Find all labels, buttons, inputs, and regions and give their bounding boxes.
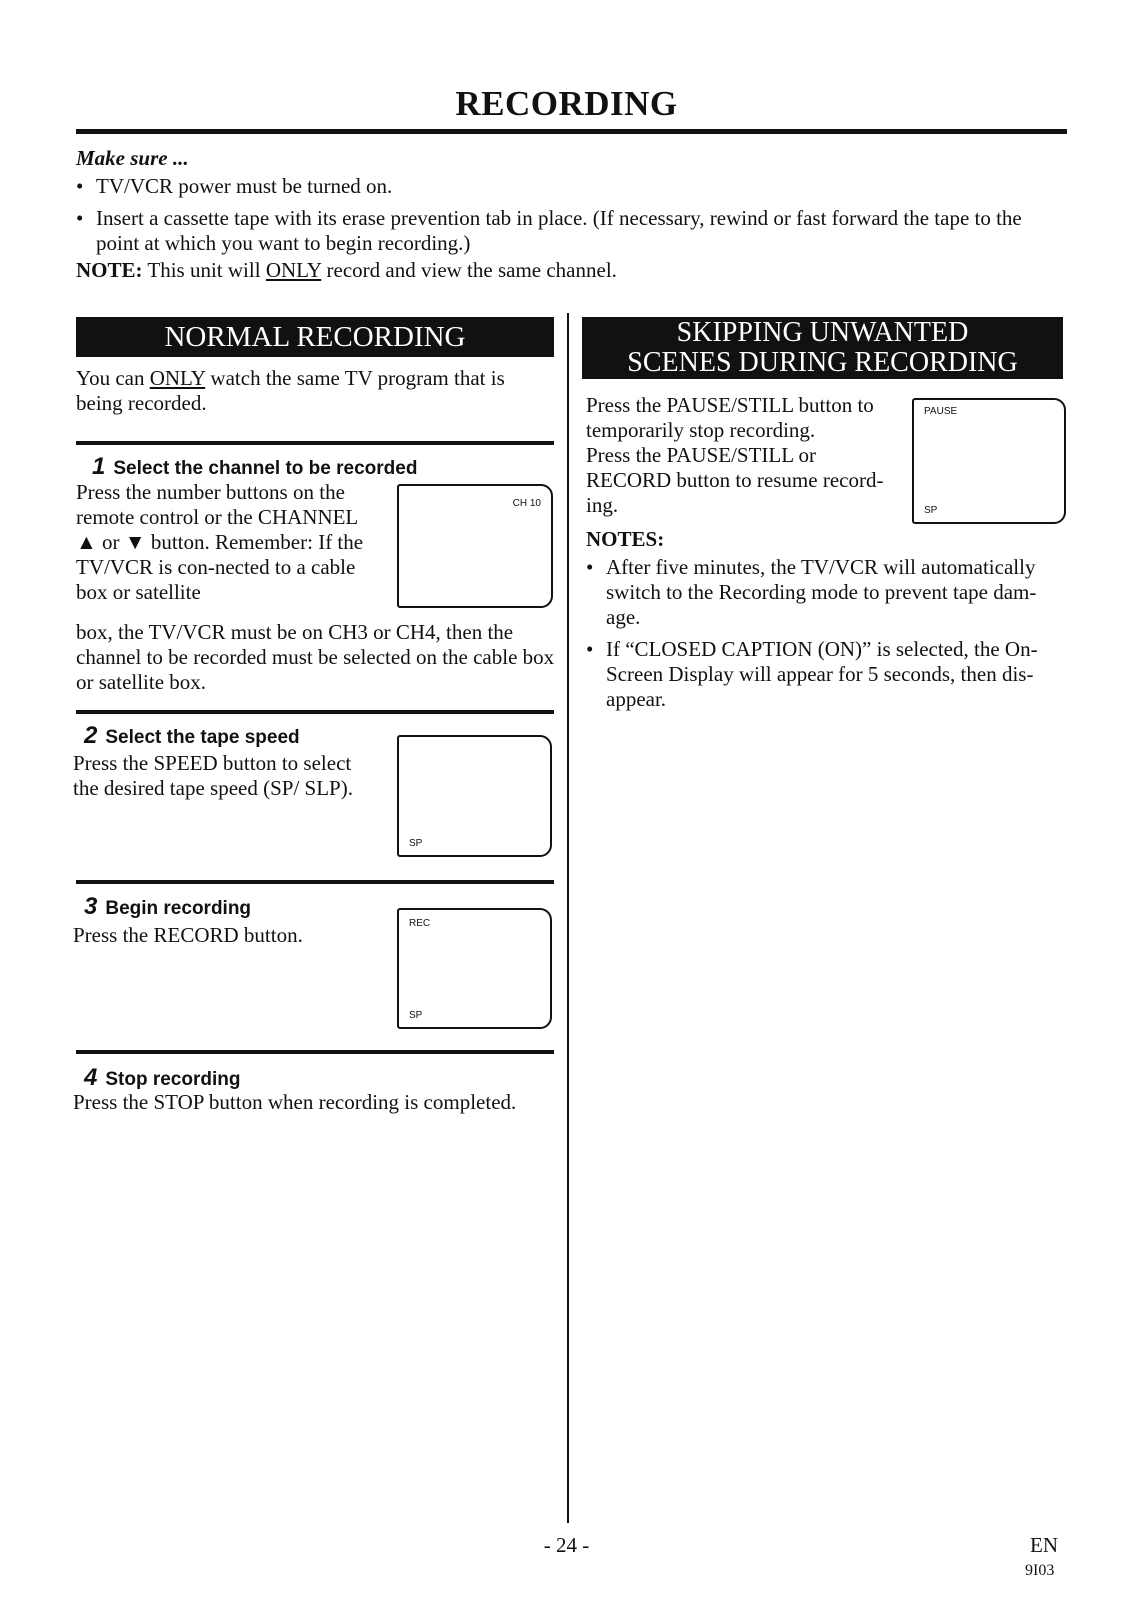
screen-channel-label: CH 10: [512, 498, 541, 509]
step-3-heading: [84, 893, 251, 921]
skipping-banner: [582, 317, 1063, 379]
note-text-post: record and view the same channel.: [321, 258, 617, 282]
step-1-heading: [92, 453, 417, 481]
skipping-pause-text: Press the PAUSE/STILL button to temporarily stop recording.: [586, 393, 874, 442]
screen-speed-label: SP: [409, 838, 423, 849]
bullet-text: If “CLOSED CAPTION (ON)” is selected, the On-Screen Display will appear for 5 seconds, then dis-appear.: [606, 637, 1038, 711]
step-number: 4: [84, 1064, 98, 1091]
bullet-dot-icon: •: [586, 637, 594, 661]
note-emphasis: ONLY: [265, 258, 322, 282]
intro-text-pre: You can: [76, 366, 150, 390]
page-title: RECORDING: [455, 84, 678, 123]
bullet-text: Insert a cassette tape with its erase prevention tab in place. (If necessary, rewind or fast forward the tape to the point at which you want to begin recording.): [96, 206, 1022, 255]
note-label: NOTE:: [76, 258, 143, 282]
tv-screen-ch10: [397, 484, 553, 608]
note-line: [76, 258, 617, 283]
step-3-body: Press the RECORD button.: [73, 923, 303, 947]
step-title: Begin recording: [105, 898, 252, 919]
screen-pause-label: PAUSE: [924, 406, 958, 417]
step-number: 1: [92, 453, 106, 480]
normal-recording-banner: NORMAL RECORDING: [76, 317, 554, 357]
bullet-dot-icon: •: [76, 206, 84, 230]
step-4-heading: [84, 1064, 240, 1092]
make-sure-bullet-power: [76, 174, 1066, 199]
intro-emphasis: ONLY: [149, 366, 206, 390]
make-sure-label: Make sure ...: [76, 146, 189, 170]
skipping-resume-text: Press the PAUSE/STILL or RECORD button to resume record-ing.: [586, 443, 884, 517]
step-title: Stop recording: [105, 1069, 241, 1090]
section-rule: [76, 441, 554, 445]
intro-text-post: watch the same TV program that is being recorded.: [76, 366, 505, 415]
section-rule: [76, 880, 554, 884]
title-rule: [76, 129, 1067, 134]
step-1-body: Press the number buttons on the remote control or the CHANNEL ▲ or ▼ button. Remember: If the TV/VCR is con-nected to a cable box or satellite: [76, 480, 364, 604]
step-title: Select the tape speed: [105, 727, 300, 748]
section-rule: [76, 710, 554, 714]
screen-speed-label: SP: [409, 1010, 423, 1021]
note-bullet-closed-caption: [586, 637, 1066, 712]
note-bullet-auto-switch: [586, 555, 1066, 630]
language-code: EN: [1030, 1533, 1058, 1557]
bullet-dot-icon: •: [586, 555, 594, 579]
step-number: 2: [84, 722, 98, 749]
make-sure-bullet-cassette: [76, 206, 1066, 256]
section-rule: [76, 1050, 554, 1054]
bullet-text: After five minutes, the TV/VCR will automatically switch to the Recording mode to prevent tape dam-age.: [606, 555, 1037, 629]
step-4-body: Press the STOP button when recording is completed.: [73, 1090, 517, 1114]
banner-line-2: SCENES DURING RECORDING: [627, 347, 1018, 378]
page-number: - 24 -: [543, 1533, 590, 1557]
screen-speed-label: SP: [924, 505, 938, 516]
banner-line-1: SKIPPING UNWANTED: [676, 317, 969, 348]
tv-screen-pause: [912, 398, 1066, 524]
step-2-body: Press the SPEED button to select the desired tape speed (SP/ SLP).: [73, 751, 353, 800]
step-1-body-continued: box, the TV/VCR must be on CH3 or CH4, then the channel to be recorded must be selected on the cable box or satellite box.: [76, 620, 555, 694]
step-number: 3: [84, 893, 98, 920]
document-code: 9I03: [1025, 1562, 1055, 1579]
tv-screen-sp: [397, 735, 552, 857]
tv-screen-rec: [397, 908, 552, 1029]
note-text-pre: This unit will: [147, 258, 266, 282]
column-divider: [567, 313, 569, 1523]
notes-heading: NOTES:: [586, 527, 665, 551]
step-2-heading: [84, 722, 300, 750]
skipping-body: [586, 393, 896, 518]
step-title: Select the channel to be recorded: [113, 458, 418, 479]
bullet-dot-icon: •: [76, 174, 84, 198]
bullet-text: TV/VCR power must be turned on.: [96, 174, 393, 198]
screen-rec-label: REC: [409, 918, 431, 929]
normal-recording-intro: [76, 366, 556, 416]
